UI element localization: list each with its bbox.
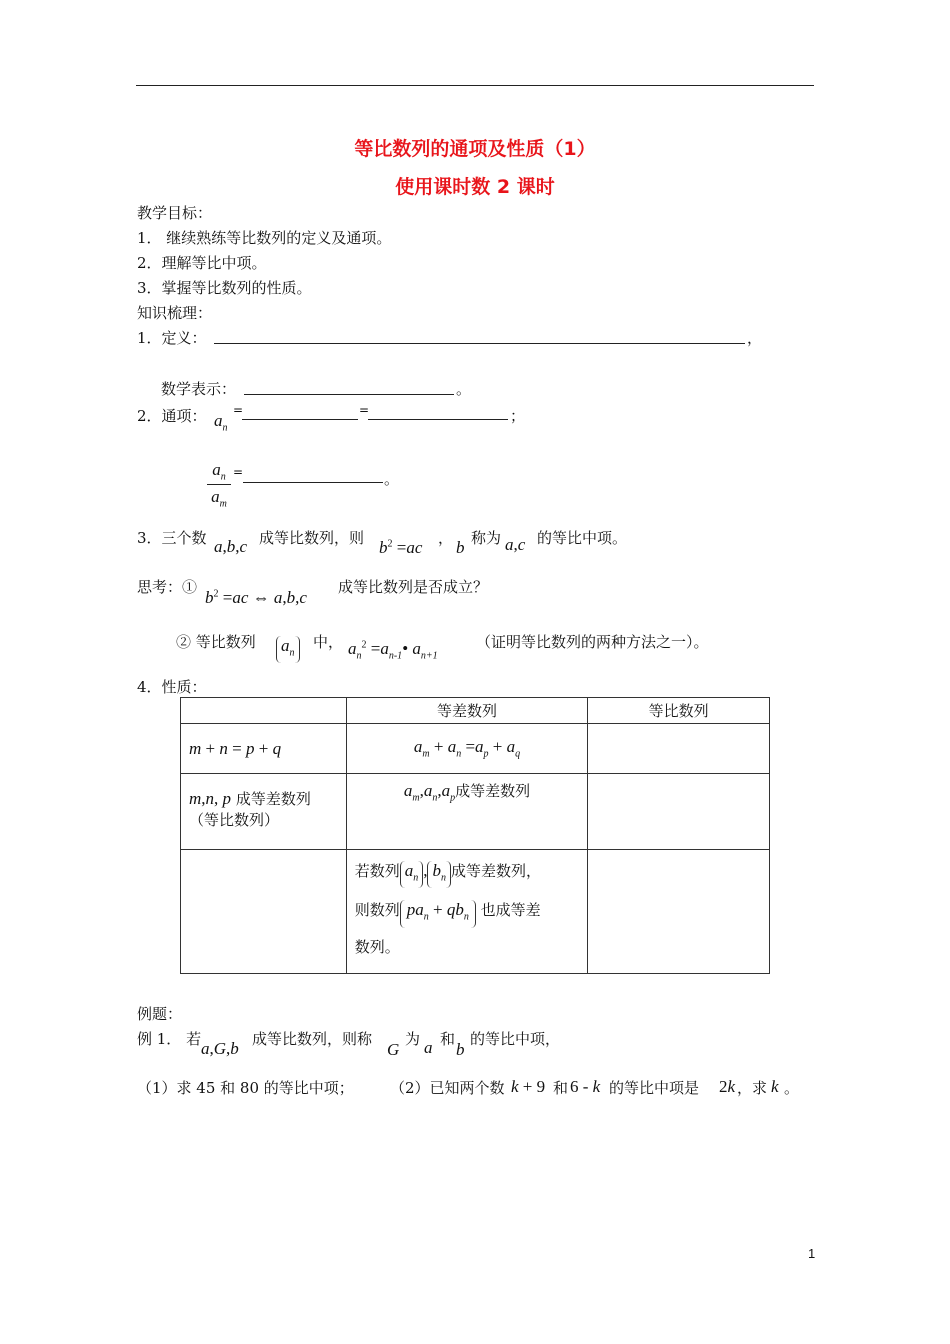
item3-prefix: 3．三个数 (137, 529, 207, 547)
think-label: 思考：① (137, 578, 198, 596)
equals-sign-3: = (233, 465, 244, 479)
think1-suffix: 成等比数列是否成立？ (338, 578, 489, 596)
document-subtitle: 使用课时数 2 课时 (395, 176, 555, 198)
think2-suffix: （证明等比数列的两种方法之一）。 (476, 633, 709, 651)
cell-subsequence-text: 成等差数列 (235, 790, 311, 808)
equals-sign-1: = (233, 403, 244, 417)
combo-text-c: 则数列 (354, 901, 400, 920)
ratio-blank (243, 482, 383, 483)
item3-mid1: 成等比数列，则 (259, 529, 365, 547)
combo-text-a: 若数列 (354, 862, 400, 880)
combo-text-e: 数列。 (354, 938, 400, 957)
header-rule (136, 85, 814, 86)
cell-subsequence-note: （等比数列） (189, 811, 280, 829)
general-term-blank-1 (242, 419, 358, 420)
cell-geometric-blank-1 (588, 724, 770, 774)
example1-question2-prefix: （2）已知两个数 (390, 1079, 505, 1097)
math-k: k (771, 1077, 779, 1096)
properties-label: 4．性质： (137, 678, 207, 696)
goal-item-1: 1． 继续熟练等比数列的定义及通项。 (137, 229, 392, 247)
document-title: 等比数列的通项及性质（1） (354, 138, 596, 160)
ratio-fraction: $a_n$ $a_m$ (207, 460, 231, 510)
math-b-ex: b (456, 1040, 465, 1059)
math-ac: a,c (505, 535, 526, 554)
math-b2-ac: $b^2 =ac$ (379, 538, 423, 557)
properties-table (180, 697, 770, 974)
goals-heading: 教学目标： (137, 204, 213, 222)
example1-prefix: 例 1． 若 (137, 1030, 202, 1048)
math-repr-label: 数学表示： (161, 380, 237, 398)
example1-question2-end: 。 (784, 1079, 800, 1097)
page-number: 1 (808, 1246, 816, 1261)
general-term-an: $a_n$ (214, 411, 228, 434)
general-term-label: 2．通项： (137, 407, 207, 425)
definition-blank (214, 343, 745, 344)
header-cell-blank (181, 698, 347, 724)
goal-item-2: 2．理解等比中项。 (137, 254, 267, 272)
cell-index-condition: m + n = p + q (181, 724, 347, 774)
cell-arithmetic-subsequence: $a_m,a_n,a_p$成等差数列 (346, 774, 588, 850)
math-aGb: a,G,b (201, 1039, 239, 1058)
ratio-end: 。 (384, 470, 400, 488)
math-abc: a,b,c (214, 537, 248, 556)
header-cell-arithmetic: 等差数列 (346, 698, 588, 724)
math-seq-an: $a_n$ (276, 636, 300, 663)
math-6-minus-k: 6 - k (570, 1077, 601, 1096)
math-a: a (424, 1038, 433, 1057)
example1-question2-mid3: ，求 (737, 1079, 768, 1097)
general-term-end: ； (510, 407, 526, 425)
item3-mid2: ， (438, 529, 454, 547)
table-row (181, 724, 770, 774)
cell-geometric-blank-2 (588, 774, 770, 850)
cell-arithmetic-sum-property: $a_m + a_n =a_p + a_q$ (346, 724, 588, 774)
example1-mid1: 成等比数列，则称 (252, 1030, 373, 1048)
cell-arithmetic-subsequence-text: 成等差数列 (455, 782, 531, 800)
equals-sign-2: = (359, 403, 370, 417)
math-think-1: $b^2 =ac$ ⇔ a,b,c (205, 588, 307, 607)
cell-geometric-blank-3 (588, 850, 770, 974)
math-b: b (456, 538, 465, 557)
example1-question2-mid2: 的等比中项是 (609, 1079, 700, 1097)
math-2k: 2k (719, 1077, 736, 1096)
goal-item-3: 3．掌握等比数列的性质。 (137, 279, 312, 297)
example1-question1: （1）求 45 和 80 的等比中项； (137, 1079, 354, 1097)
combo-text-b: 成等差数列， (450, 862, 541, 880)
math-repr-blank (244, 394, 454, 395)
cell-arithmetic-linear-combo: 若数列 $a_n$ , $b_n$ 成等差数列， 则数列 $pa_n + qb_n$ 也成等差 数列。 (346, 850, 588, 974)
combo-text-d: 也成等差 (480, 901, 541, 920)
item3-mid3: 称为 (471, 529, 502, 547)
cell-blank-condition (181, 850, 347, 974)
think2-mid: 中， (313, 633, 344, 651)
examples-heading: 例题： (137, 1005, 183, 1023)
item3-suffix: 的等比中项。 (537, 529, 628, 547)
table-row (181, 774, 770, 850)
general-term-blank-2 (368, 419, 508, 420)
example1-suffix: 的等比中项， (470, 1030, 561, 1048)
math-repr-end: 。 (456, 380, 472, 398)
table-row (181, 850, 770, 974)
think2-prefix: ② 等比数列 (176, 633, 256, 651)
table-header-row (181, 698, 770, 724)
cell-subsequence-condition: m,n, p 成等差数列 （等比数列） (181, 774, 347, 850)
example1-question2-mid1: 和 (553, 1079, 569, 1097)
math-G: G (387, 1040, 400, 1059)
knowledge-heading: 知识梳理： (137, 304, 213, 322)
definition-end: ， (747, 329, 763, 347)
definition-label: 1．定义： (137, 329, 207, 347)
header-cell-geometric: 等比数列 (588, 698, 770, 724)
math-k-plus-9: k + 9 (511, 1077, 546, 1096)
example1-mid2: 为 (405, 1030, 421, 1048)
example1-mid3: 和 (440, 1030, 456, 1048)
math-think-2: $a_n^2$ $=a_{n-1}•$ $a_{n+1}$ (348, 639, 438, 662)
